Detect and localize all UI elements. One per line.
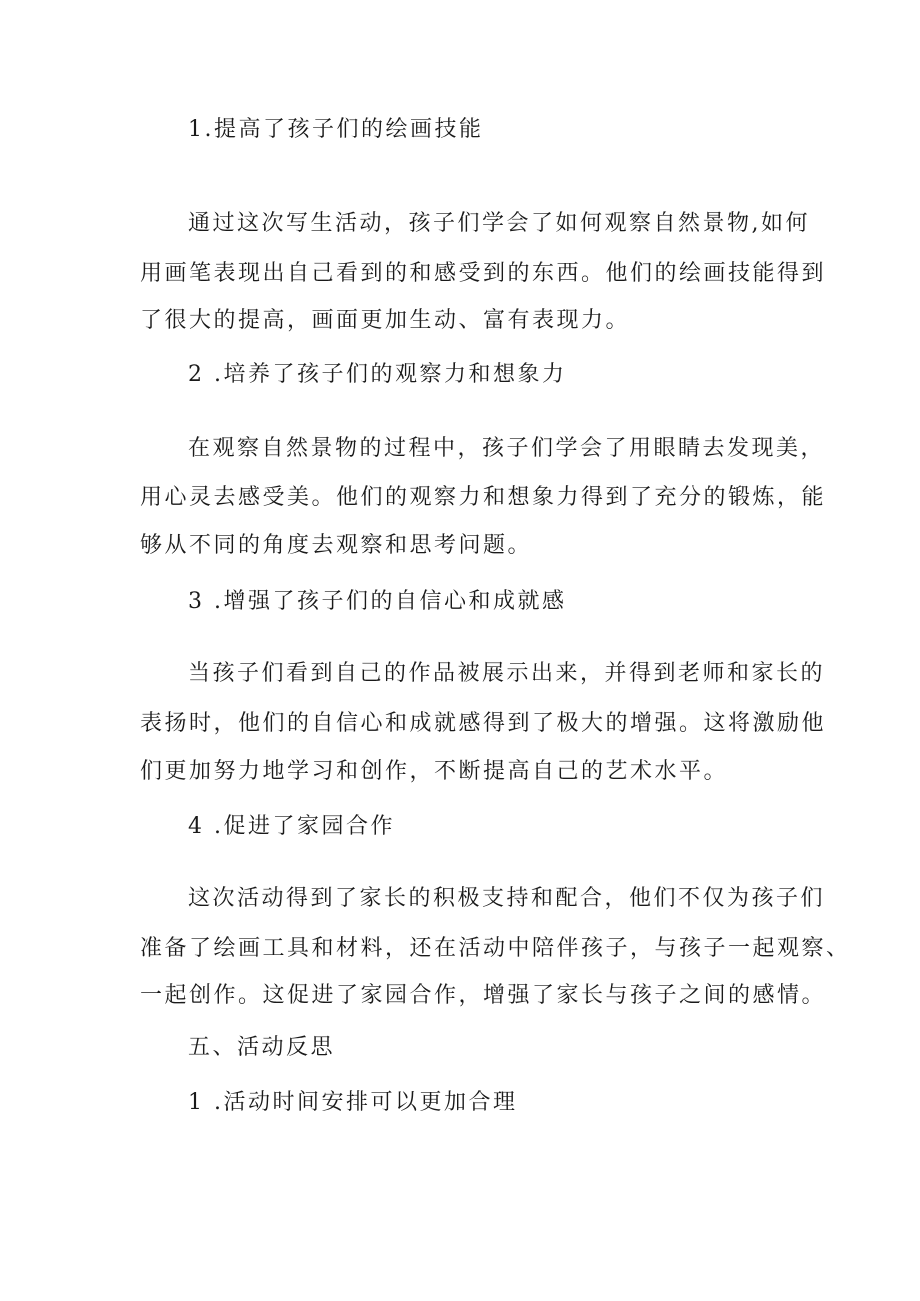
item-4-line-2: 准备了绘画工具和材料，还在活动中陪伴孩子，与孩子一起观察、 (140, 936, 851, 961)
item-3-heading: 3 .增强了孩子们的自信心和成就感 (188, 589, 567, 614)
item-2-line-2: 用心灵去感受美。他们的观察力和想象力得到了充分的锻炼，能 (140, 485, 827, 510)
item-4-line-1: 这次活动得到了家长的积极支持和配合，他们不仅为孩子们 (188, 886, 826, 911)
item-1-line-2: 用画笔表现出自己看到的和感受到的东西。他们的绘画技能得到 (140, 261, 827, 286)
item-1-line-3: 了很大的提高，画面更加生动、富有表现力。 (140, 308, 631, 333)
section-title: 五、活动反思 (188, 1035, 336, 1060)
item-1-line-1: 通过这次写生活动，孩子们学会了如何观察自然景物,如何 (188, 211, 810, 236)
item-3-line-3: 们更加努力地学习和创作，不断提高自己的艺术水平。 (140, 759, 729, 784)
item-3-line-2: 表扬时，他们的自信心和成就感得到了极大的增强。这将激励他 (140, 711, 827, 736)
sub-heading: 1 .活动时间安排可以更加合理 (188, 1090, 518, 1115)
item-3-line-1: 当孩子们看到自己的作品被展示出来，并得到老师和家长的 (188, 661, 826, 686)
item-2-line-1: 在观察自然景物的过程中，孩子们学会了用眼睛去发现美， (188, 436, 826, 461)
item-4-line-3: 一起创作。这促进了家园合作，增强了家长与孩子之间的感情。 (140, 983, 827, 1008)
item-2-line-3: 够从不同的角度去观察和思考问题。 (140, 533, 533, 558)
item-4-heading: 4 .促进了家园合作 (188, 814, 395, 839)
item-1-heading: 1.提高了孩子们的绘画技能 (188, 117, 484, 142)
item-2-heading: 2 .培养了孩子们的观察力和想象力 (188, 362, 567, 387)
